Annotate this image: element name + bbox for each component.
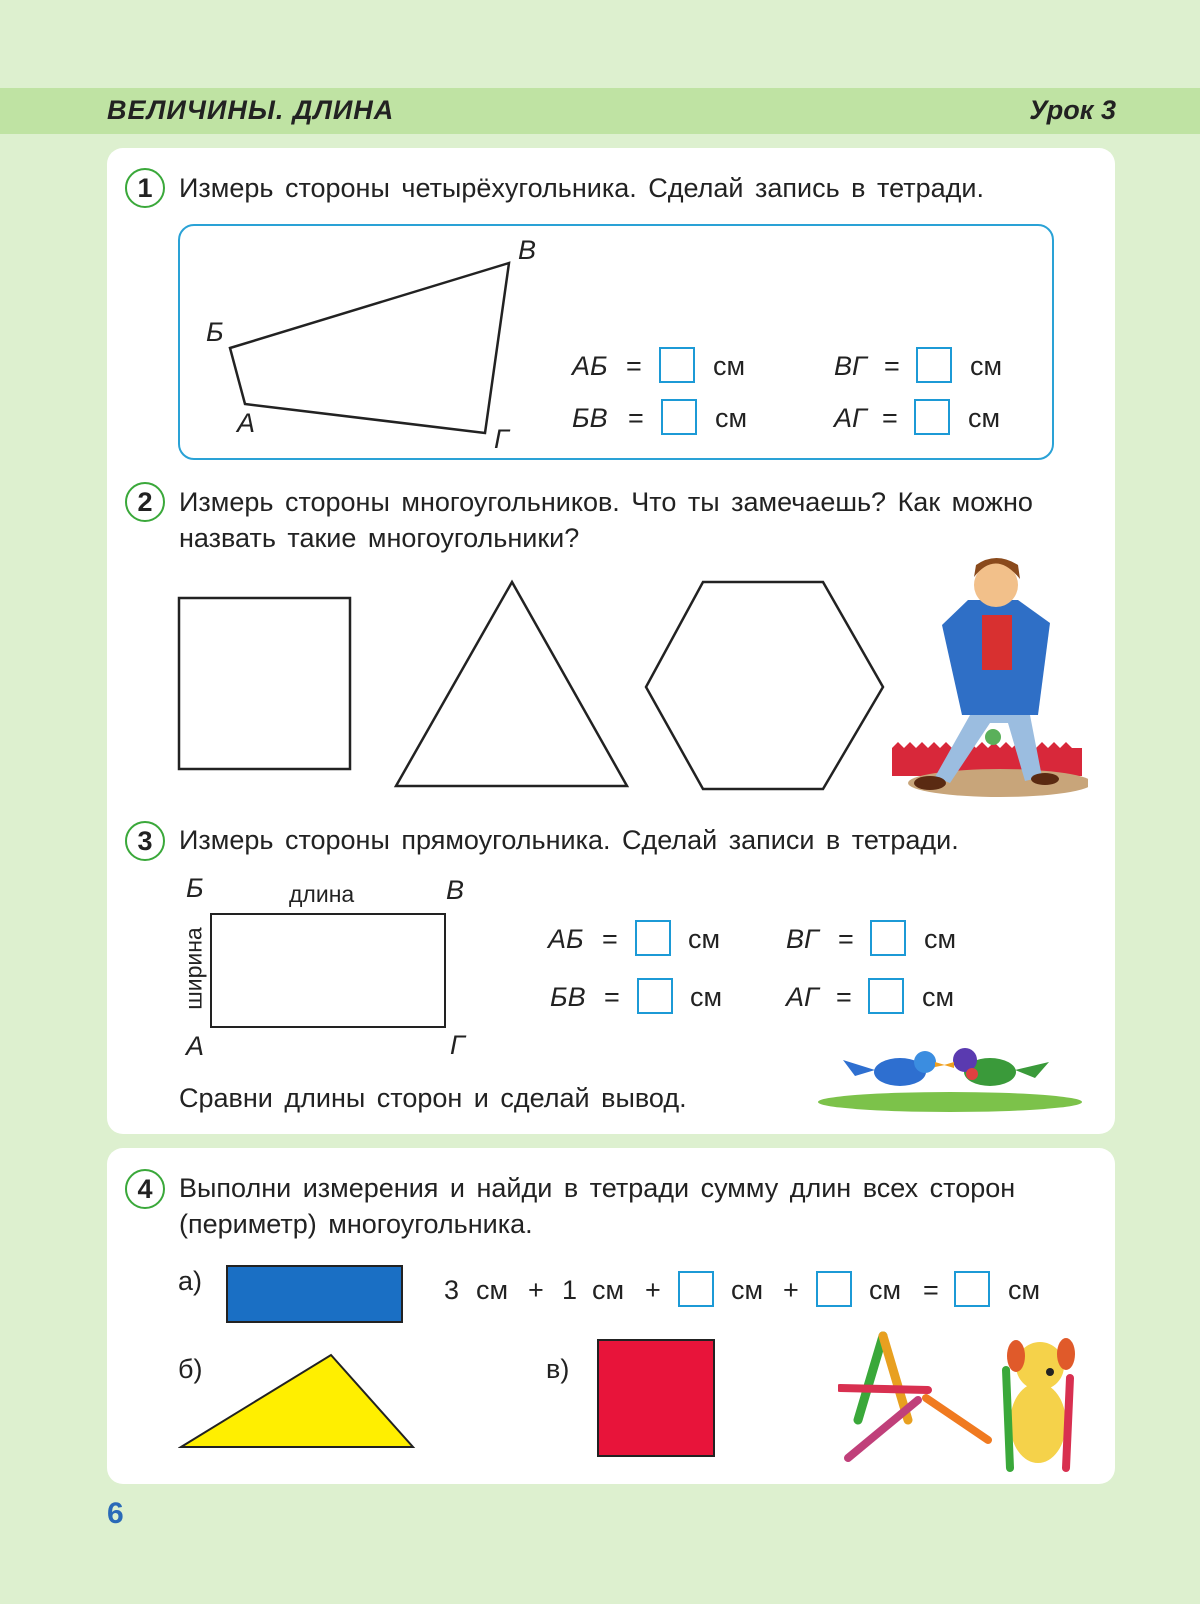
t3-answer-box-vg[interactable]: [870, 920, 906, 956]
quad-vertex-a: А: [237, 408, 256, 438]
quad-vertex-b: Б: [206, 317, 224, 347]
t1-eq-ab-unit: см: [713, 351, 746, 381]
task-4-text-line2: (периметр) многоугольника.: [179, 1209, 533, 1239]
bird-left-head: [914, 1051, 936, 1073]
task-3-conclusion: Сравни длины сторон и сделай вывод.: [179, 1083, 687, 1113]
hexagon-shape: [646, 582, 883, 789]
t3-answer-box-bv[interactable]: [637, 978, 673, 1014]
birds-illustration: [815, 1040, 1085, 1115]
blue-rectangle: [226, 1265, 403, 1323]
task-2-text-line2: назвать такие многоугольники?: [179, 523, 580, 553]
t1-eq-ag-label: АГ: [834, 403, 867, 433]
rectangle-shape: [210, 913, 446, 1028]
formula-answer-box-1[interactable]: [678, 1271, 714, 1307]
bird-right-chest: [966, 1068, 978, 1080]
task-1-number: 1: [125, 168, 165, 208]
t3-eq-ag-unit: см: [922, 982, 955, 1012]
shape-a-label: а): [178, 1266, 203, 1296]
pencil-held-green: [1006, 1370, 1010, 1468]
shape-v-label: в): [546, 1354, 570, 1384]
polygons-figure: [170, 575, 890, 795]
pencil-held-red: [1066, 1378, 1070, 1468]
bird-left-tail: [843, 1060, 875, 1076]
task-1-text: Измерь стороны четырёхугольника. Сделай запись в тетради.: [179, 173, 984, 203]
task-4-number: 4: [125, 1169, 165, 1209]
t1-eq-bv-unit: см: [715, 403, 748, 433]
t3-eq-ab-label: АБ: [548, 924, 584, 954]
t3-eq-bv-sign: =: [604, 982, 620, 1012]
t3-eq-vg-sign: =: [838, 924, 854, 954]
pencil-green: [858, 1336, 883, 1420]
formula-u1: см: [476, 1275, 509, 1305]
yellow-triangle: [181, 1355, 413, 1447]
t3-answer-box-ag[interactable]: [868, 978, 904, 1014]
yellow-triangle-figure: [178, 1350, 418, 1450]
gulliver-shoe-right: [1031, 773, 1059, 785]
bird-right-beak: [944, 1062, 954, 1068]
t3-eq-bv-unit: см: [690, 982, 723, 1012]
grass: [818, 1092, 1082, 1112]
task-3-text: Измерь стороны прямоугольника. Сделай записи в тетради.: [179, 825, 959, 855]
t3-answer-box-ab[interactable]: [635, 920, 671, 956]
pencils-dog-illustration: [838, 1328, 1088, 1478]
t3-eq-ab-unit: см: [688, 924, 721, 954]
square-shape: [179, 598, 350, 769]
formula-u5: см: [1008, 1275, 1041, 1305]
rect-vertex-v: В: [446, 875, 465, 905]
gulliver-shoe-left: [914, 776, 946, 790]
dog-ear-left: [1007, 1340, 1025, 1372]
t1-eq-ab-label: АБ: [572, 351, 608, 381]
t1-answer-box-ab[interactable]: [659, 347, 695, 383]
t1-answer-box-vg[interactable]: [916, 347, 952, 383]
task-2-number: 2: [125, 482, 165, 522]
formula-n2: 1: [562, 1275, 578, 1305]
rect-width-label: ширина: [180, 927, 207, 1010]
t1-eq-ag-unit: см: [968, 403, 1001, 433]
pencil-red: [840, 1388, 928, 1390]
t3-eq-ag-sign: =: [836, 982, 852, 1012]
lesson-label: Урок 3: [1029, 95, 1116, 125]
t1-eq-bv-sign: =: [628, 403, 644, 433]
t3-eq-ag-label: АГ: [786, 982, 819, 1012]
gulliver-vest: [982, 615, 1012, 670]
bird-left-beak: [935, 1062, 945, 1067]
t3-eq-ab-sign: =: [602, 924, 618, 954]
rect-length-label: длина: [289, 881, 355, 907]
formula-eq: =: [923, 1275, 939, 1305]
dog-ear-right: [1057, 1338, 1075, 1370]
formula-answer-box-2[interactable]: [816, 1271, 852, 1307]
formula-plus3: +: [783, 1275, 799, 1305]
formula-u4: см: [869, 1275, 902, 1305]
t3-eq-vg-label: ВГ: [786, 924, 819, 954]
task-3-number: 3: [125, 821, 165, 861]
section-title: ВЕЛИЧИНЫ. ДЛИНА: [107, 95, 395, 125]
quad-vertex-v: В: [518, 235, 537, 265]
dog-nose: [1046, 1368, 1054, 1376]
triangle-shape: [396, 582, 627, 786]
task-2-text-line1: Измерь стороны многоугольников. Что ты замечаешь? Как можно: [179, 487, 1033, 517]
t1-eq-vg-unit: см: [970, 351, 1003, 381]
formula-answer-box-3[interactable]: [954, 1271, 990, 1307]
formula-n1: 3: [444, 1275, 460, 1305]
t1-eq-bv-label: БВ: [572, 403, 608, 433]
t1-eq-vg-sign: =: [884, 351, 900, 381]
pencil-orange-2: [926, 1398, 988, 1440]
quadrilateral-shape: [230, 263, 509, 433]
bird-right-tail: [1015, 1062, 1049, 1078]
formula-plus1: +: [528, 1275, 544, 1305]
gulliver-wall-top: [892, 742, 1072, 748]
t1-answer-box-bv[interactable]: [661, 399, 697, 435]
shape-b-label: б): [178, 1354, 203, 1384]
t3-eq-bv-label: БВ: [550, 982, 586, 1012]
tiny-rider: [985, 729, 1001, 745]
gulliver-illustration: [890, 555, 1088, 800]
t1-eq-ag-sign: =: [882, 403, 898, 433]
formula-u3: см: [731, 1275, 764, 1305]
dog-body: [1010, 1383, 1066, 1463]
t1-answer-box-ag[interactable]: [914, 399, 950, 435]
t1-eq-vg-label: ВГ: [834, 351, 867, 381]
t1-eq-ab-sign: =: [626, 351, 642, 381]
rect-vertex-g: Г: [450, 1030, 465, 1060]
page-number: 6: [107, 1497, 124, 1530]
red-square: [597, 1339, 715, 1457]
quad-vertex-g: Г: [494, 424, 509, 454]
formula-plus2: +: [645, 1275, 661, 1305]
t3-eq-vg-unit: см: [924, 924, 957, 954]
formula-u2: см: [592, 1275, 625, 1305]
rect-vertex-b: Б: [186, 873, 204, 903]
task-4-text-line1: Выполни измерения и найди в тетради сумму длин всех сторон: [179, 1173, 1016, 1203]
rect-vertex-a: А: [186, 1031, 205, 1061]
